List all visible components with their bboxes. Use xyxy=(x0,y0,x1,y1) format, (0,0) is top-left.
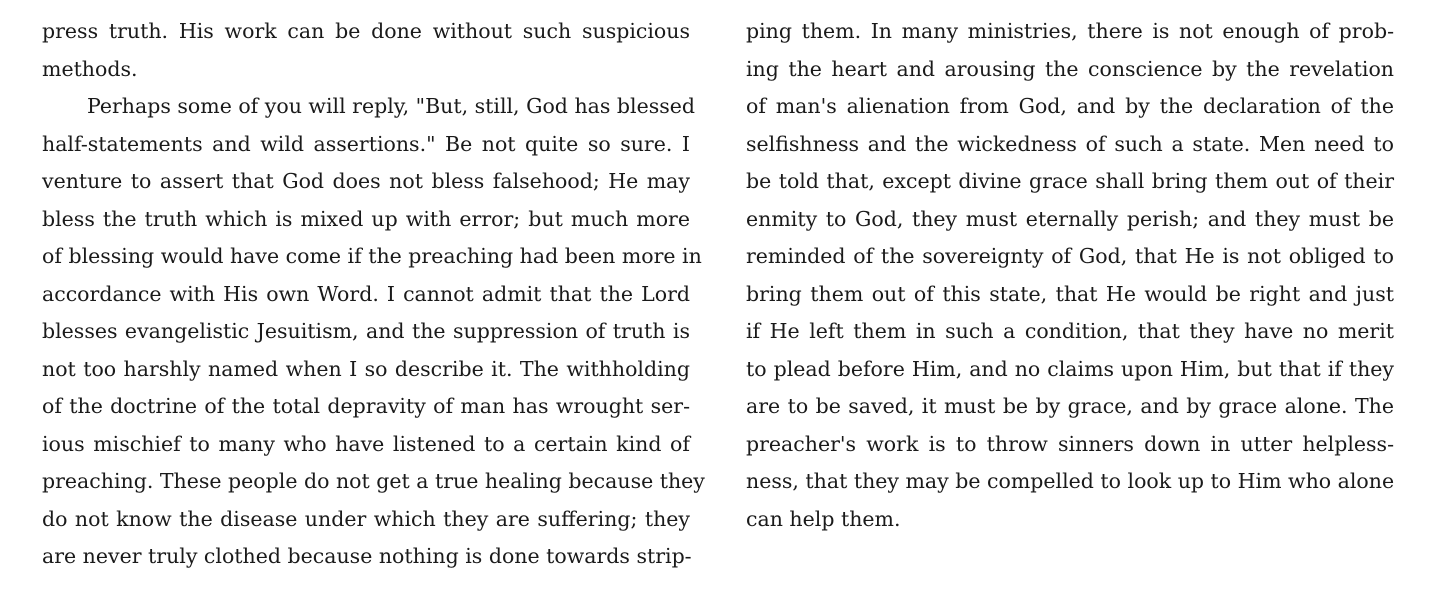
text-line: if He left them in such a condition, that they have no merit xyxy=(746,319,1394,343)
text-line: half-statements and wild assertions." Be not quite so sure. I xyxy=(42,131,690,156)
text-line: to plead before Him, and no claims upon Him, but that if they xyxy=(746,356,1394,381)
text-line: ness, that they may be compelled to look up to Him who alone xyxy=(746,469,1395,493)
text-line: are to be saved, it must be by grace, and by grace alone. The xyxy=(746,394,1394,418)
text-line: are never truly clothed because nothing is done towards strip- xyxy=(42,544,692,568)
text-line: do not know the disease under which they are suffering; they xyxy=(42,506,690,531)
text-line: venture to assert that God does not bless falsehood; He may xyxy=(42,169,690,193)
text-line: selfishness and the wickedness of such a state. Men need to xyxy=(746,131,1394,156)
left-text-column xyxy=(42,13,705,576)
text-line: preaching. These people do not get a true healing because they xyxy=(42,469,705,493)
right-text-column xyxy=(746,13,1394,538)
text-line: accordance with His own Word. I cannot admit that the Lord xyxy=(42,281,690,306)
text-line: be told that, except divine grace shall bring them out of their xyxy=(746,169,1394,193)
text-line: blesses evangelistic Jesuitism, and the suppression of truth is xyxy=(42,319,690,343)
text-line: of the doctrine of the total depravity of man has wrought ser- xyxy=(42,394,690,418)
text-line: can help them. xyxy=(746,506,901,531)
text-line: preacher's work is to throw sinners down in utter helpless- xyxy=(746,431,1394,456)
text-line: methods. xyxy=(42,56,138,81)
text-line: of man's alienation from God, and by the declaration of the xyxy=(746,94,1394,118)
text-line: ing the heart and arousing the conscience by the revelation xyxy=(746,56,1394,81)
text-line: bring them out of this state, that He would be right and just xyxy=(746,281,1394,306)
text-line: enmity to God, they must eternally perish; and they must be xyxy=(746,206,1394,231)
text-line: of blessing would have come if the preaching had been more in xyxy=(42,244,702,268)
text-line: not too harshly named when I so describe it. The withholding xyxy=(42,356,690,381)
text-line: ious mischief to many who have listened to a certain kind of xyxy=(42,431,690,456)
text-line: bless the truth which is mixed up with error; but much more xyxy=(42,206,690,231)
text-line: reminded of the sovereignty of God, that He is not obliged to xyxy=(746,244,1394,268)
text-line: Perhaps some of you will reply, "But, still, God has blessed xyxy=(87,94,696,118)
text-line: press truth. His work can be done without such suspicious xyxy=(42,19,690,43)
text-line: ping them. In many ministries, there is not enough of prob- xyxy=(746,19,1394,43)
